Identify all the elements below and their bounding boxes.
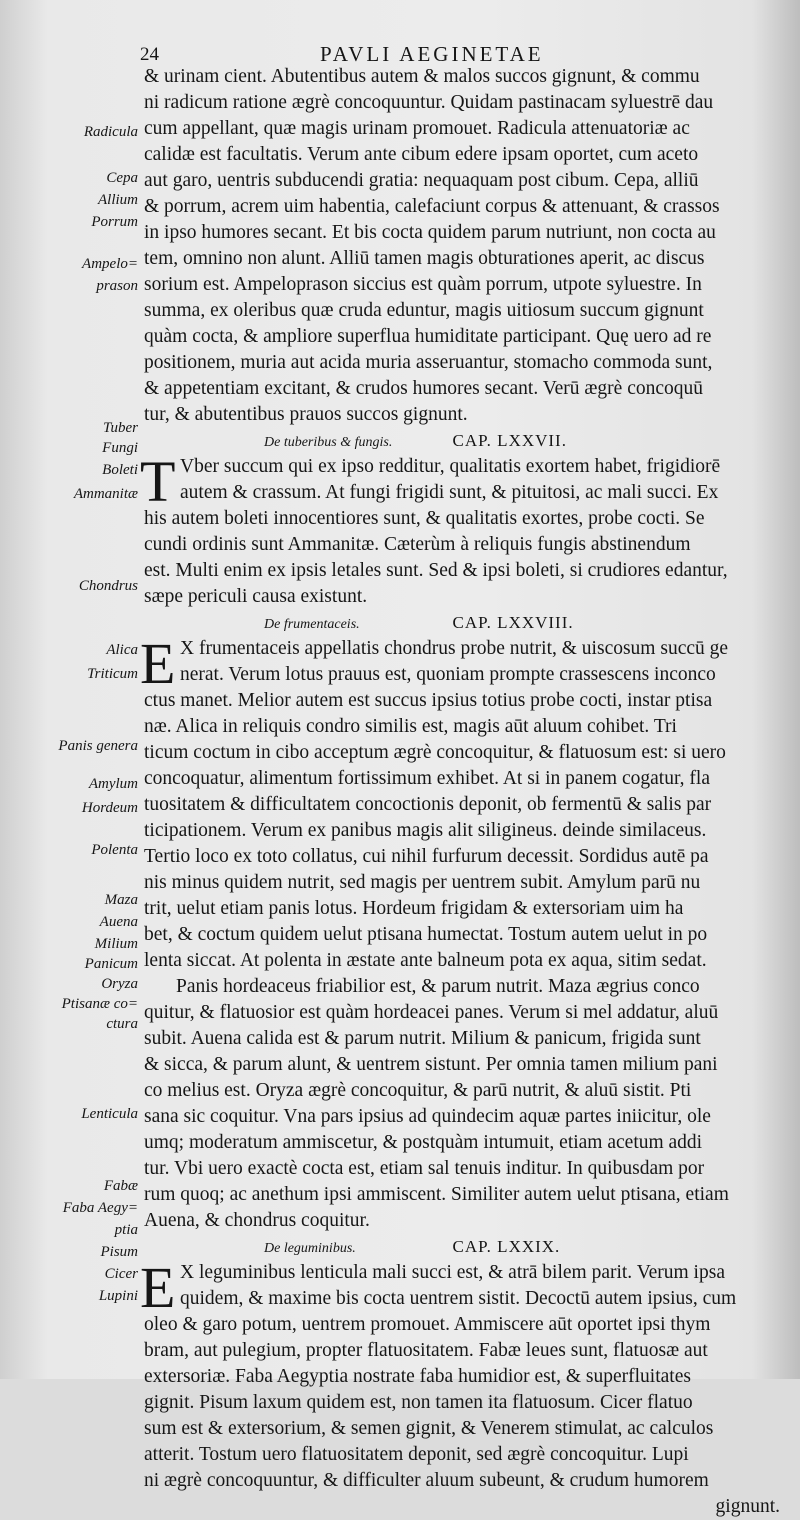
text-line: quàm cocta, & ampliore superflua humiditate participant. Quę uero ad re bbox=[144, 326, 712, 347]
text-line: subit. Auena calida est & parum nutrit. Milium & panicum, frigida sunt bbox=[144, 1028, 701, 1049]
text-line: tuositatem & difficultatem concoctionis deponit, ob fermentū & salis par bbox=[144, 794, 712, 815]
margin-note: Milium bbox=[94, 936, 138, 952]
text-line: umq; moderatum ammiscetur, & postquàm intumuit, etiam acetum addi bbox=[144, 1132, 703, 1153]
text-line: & appetentiam excitant, & crudos humores secant. Verū ægrè concoquū bbox=[144, 378, 704, 399]
text-line: trit, uelut etiam panis lotus. Hordeum frigidam & extersoriam uim ha bbox=[144, 898, 684, 919]
text-line: X frumentaceis appellatis chondrus probe nutrit, & uiscosum succū ge bbox=[180, 638, 729, 659]
text-line: his autem boleti innocentiores sunt, & qualitatis exortes, probe cocti. Se bbox=[144, 508, 705, 529]
margin-note: Lupini bbox=[98, 1288, 138, 1304]
margin-note: Panicum bbox=[84, 956, 138, 972]
text-line: lenta siccat. At polenta in æstate ante balneum pota ex aqua, sitim sedat. bbox=[144, 950, 707, 971]
margin-note: Ptisanæ co= bbox=[61, 996, 138, 1012]
text-line: est. Multi enim ex ipsis letales sunt. Sed & ipsi boleti, si crudiores edantur, bbox=[144, 560, 728, 581]
text-line: autem & crassum. At fungi frigidi sunt, & pituitosi, ac mali succi. Ex bbox=[180, 482, 719, 503]
text-line: quidem, & maxime bis cocta uentrem sistit. Decoctū autem ipsius, cum bbox=[180, 1288, 737, 1309]
chapter-subject: De frumentaceis. bbox=[264, 617, 360, 632]
text-line: sorium est. Ampeloprason siccius est quàm porrum, utpote syluestre. In bbox=[144, 274, 702, 295]
margin-note: ctura bbox=[106, 1016, 138, 1032]
chapter-number: CAP. LXXIX. bbox=[452, 1237, 561, 1256]
margin-note: Maza bbox=[104, 892, 138, 908]
text-line: sana sic coquitur. Vna pars ipsius ad quindecim aquæ partes iniicitur, ole bbox=[144, 1106, 711, 1127]
text-line: tur, & abutentibus prauos succos gignunt. bbox=[144, 404, 468, 425]
margin-note: Boleti bbox=[102, 462, 138, 478]
margin-note: Ammanitæ bbox=[73, 486, 138, 502]
chapter-body bbox=[140, 449, 780, 610]
margin-note: ptia bbox=[114, 1222, 138, 1238]
text-line: summa, ex oleribus quæ cruda eduntur, magis uitiosum succum gignunt bbox=[144, 300, 704, 321]
marginal-notes bbox=[0, 0, 138, 1379]
text-line: nerat. Verum lotus prauus est, quoniam prompte crassescens inconco bbox=[180, 664, 716, 685]
text-line: gignunt. bbox=[715, 1496, 780, 1517]
text-line: in ipso humores secant. Et bis cocta quidem parum nutriunt, non cocta au bbox=[144, 222, 716, 243]
text-line: næ. Alica in reliquis condro similis est, magis aūt aluum cohibet. Tri bbox=[144, 716, 677, 737]
text-line: aut garo, uentris subducendi gratia: nequaquam post cibum. Cepa, alliū bbox=[144, 170, 699, 191]
text-line: Panis hordeaceus friabilior est, & parum nutrit. Maza ægrius conco bbox=[176, 976, 700, 997]
text-line: bet, & coctum quidem uelut ptisana humectat. Tostum autem uelut in po bbox=[144, 924, 708, 945]
text-line: calidæ est facultatis. Verum ante cibum edere ipsam oportet, cum aceto bbox=[144, 144, 699, 165]
margin-note: Polenta bbox=[91, 842, 138, 858]
text-line: ni ægrè concoquuntur, & difficulter aluum subeunt, & crudum humorem bbox=[144, 1470, 709, 1491]
margin-note: Ampelo= bbox=[82, 256, 138, 272]
chapter-body bbox=[140, 1255, 780, 1520]
margin-note: Pisum bbox=[100, 1244, 138, 1260]
margin-note: Chondrus bbox=[78, 578, 138, 594]
page-number: 24 bbox=[140, 44, 159, 65]
margin-note: Radicula bbox=[83, 124, 138, 140]
text-line: & sicca, & parum alunt, & uentrem sistunt. Per omnia tamen milium pani bbox=[144, 1054, 718, 1075]
initial-letter: T bbox=[140, 449, 176, 514]
margin-note: Hordeum bbox=[81, 800, 138, 816]
text-line: atterit. Tostum uero flatuositatem deponit, sed ægrè concoquitur. Lupi bbox=[144, 1444, 689, 1465]
text-line: nis minus quidem nutrit, sed magis per uentrem subit. Amylum parū nu bbox=[144, 872, 701, 893]
initial-letter: E bbox=[140, 631, 176, 696]
text-line: tem, omnino non alunt. Alliū tamen magis obturationes aperit, ac discus bbox=[144, 248, 705, 269]
text-line: oleo & garo potum, uentrem promouet. Ammiscere aūt oportet ipsi thym bbox=[144, 1314, 711, 1335]
text-line: tur. Vbi uero exactè cocta est, etiam sal tenuis inditur. In quibusdam por bbox=[144, 1158, 705, 1179]
margin-note: Tuber bbox=[102, 420, 138, 436]
text-line: & porrum, acrem uim habentia, calefaciunt corpus & attenuant, & crassos bbox=[144, 196, 720, 217]
text-line: extersoriæ. Faba Aegyptia nostrate faba humidior est, & superfluitates bbox=[144, 1366, 691, 1387]
text-line: ctus manet. Melior autem est succus ipsius totius probe cocti, instar ptisa bbox=[144, 690, 713, 711]
margin-note: Amylum bbox=[88, 776, 138, 792]
text-line: positionem, muria aut acida muria asseruantur, stomacho commoda sunt, bbox=[144, 352, 713, 373]
margin-note: Auena bbox=[99, 914, 138, 930]
text-line: Vber succum qui ex ipso redditur, qualitatis exortem habet, frigidiorē bbox=[180, 456, 721, 477]
text-line: Tertio loco ex toto collatus, cui nihil furfurum decessit. Sordidus autē pa bbox=[144, 846, 709, 867]
margin-note: Faba Aegy= bbox=[62, 1200, 138, 1216]
text-line: quitur, & flatuosior est quàm hordeacei panes. Verum si mel addatur, aluū bbox=[144, 1002, 719, 1023]
chapter-subject: De tuberibus & fungis. bbox=[264, 435, 393, 450]
text-line: ticum coctum in cibo acceptum ægrè concoquitur, & flatuosum est: si uero bbox=[144, 742, 726, 763]
text-line: ticipationem. Verum ex panibus magis alit siligineus. deinde similaceus. bbox=[144, 820, 707, 841]
margin-note: Oryza bbox=[101, 976, 138, 992]
text-line: rum quoq; ac anethum ipsi ammiscent. Similiter autem uelut ptisana, etiam bbox=[144, 1184, 729, 1205]
margin-note: Triticum bbox=[87, 666, 138, 682]
text-line: sæpe periculi causa existunt. bbox=[144, 586, 368, 607]
chapter-number: CAP. LXXVII. bbox=[452, 431, 567, 450]
chapter-heading bbox=[144, 1234, 780, 1260]
text-line: Auena, & chondrus coquitur. bbox=[144, 1210, 370, 1231]
text-line: & urinam cient. Abutentibus autem & malos succos gignunt, & commu bbox=[144, 66, 700, 87]
chapter-number: CAP. LXXVIII. bbox=[452, 613, 574, 632]
text-line: bram, aut pulegium, propter flatuositatem. Fabæ leues sunt, flatuosæ aut bbox=[144, 1340, 708, 1361]
margin-note: Fungi bbox=[102, 440, 138, 456]
text-line: cundi ordinis sunt Ammanitæ. Cæterùm à reliquis fungis abstinendum bbox=[144, 534, 691, 555]
running-head: PAVLI AEGINETAE bbox=[320, 42, 544, 66]
margin-note: Fabæ bbox=[103, 1178, 138, 1194]
text-line: concoquatur, alimentum fortissimum exhibet. At si in panem cogatur, fla bbox=[144, 768, 710, 789]
margin-note: prason bbox=[96, 278, 138, 294]
body-text bbox=[140, 64, 780, 1520]
text-line: sum est & extersorium, & semen gignit, & Venerem stimulat, ac calculos bbox=[144, 1418, 714, 1439]
chapter-body bbox=[140, 631, 780, 1234]
chapter-heading bbox=[144, 610, 780, 636]
margin-note: Lenticula bbox=[81, 1106, 138, 1122]
text-line: ni radicum ratione ægrè concoquuntur. Quidam pastinacam syluestrē dau bbox=[144, 92, 714, 113]
chapter-heading bbox=[144, 428, 780, 454]
margin-note: Porrum bbox=[91, 214, 138, 230]
margin-note: Allium bbox=[98, 192, 138, 208]
margin-note: Cepa bbox=[106, 170, 138, 186]
margin-note: Panis genera bbox=[58, 738, 138, 754]
text-line: co melius est. Oryza ægrè concoquitur, & parū nutrit, & aluū sistit. Pti bbox=[144, 1080, 692, 1101]
margin-note: Cicer bbox=[104, 1266, 138, 1282]
chapter-subject: De leguminibus. bbox=[264, 1241, 356, 1256]
text-line: cum appellant, quæ magis urinam promouet. Radicula attenuatoriæ ac bbox=[144, 118, 690, 139]
text-line: gignit. Pisum laxum quidem est, non tamen ita flatuosum. Cicer flatuo bbox=[144, 1392, 693, 1413]
text-line: X leguminibus lenticula mali succi est, & atrā bilem parit. Verum ipsa bbox=[180, 1262, 725, 1283]
initial-letter: E bbox=[140, 1255, 176, 1320]
margin-note: Alica bbox=[106, 642, 138, 658]
